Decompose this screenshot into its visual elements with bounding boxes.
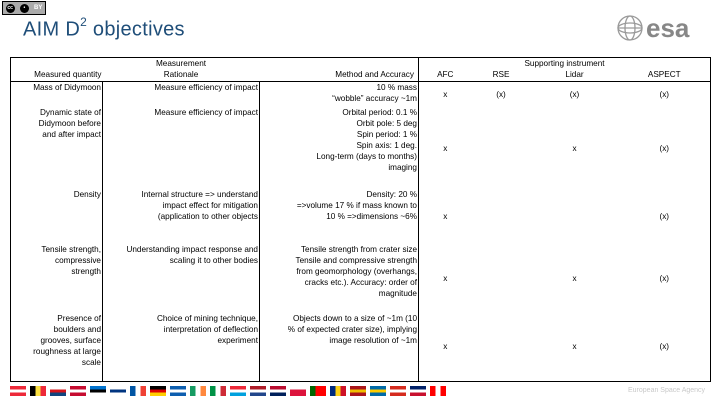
row-method: Objects down to a size of ~1m (10 % of expected crater size), implying image resolution of ~1m [260, 313, 419, 381]
row-quantity: Presence of boulders and grooves, surface roughness at large scale [11, 313, 103, 381]
row-aspect: (x) [619, 313, 711, 381]
flag-poland-icon [290, 386, 306, 396]
flag-norway-icon [270, 386, 286, 396]
flag-denmark-icon [70, 386, 86, 396]
row-afc: x [443, 143, 448, 153]
measurement-group-header: Measurement [103, 58, 260, 70]
objectives-table [10, 57, 711, 382]
cc-by-badge [2, 1, 46, 15]
row-method: Tensile strength from crater size Tensile and compressive strength from geomorphology (overhangs, cracks etc.). Accuracy: order of magnitude [260, 244, 419, 313]
row-method: Density: 20 % =>volume 17 % if mass known to 10 % =>dimensions ~6% [260, 189, 419, 244]
row-lidar: x [572, 143, 577, 153]
by-person-icon: • [20, 4, 29, 13]
flag-portugal-icon [310, 386, 326, 396]
row-quantity: Dynamic state of Didymoon before and after impact [11, 107, 103, 189]
esa-logo-icon [612, 10, 712, 46]
supporting-group-header: Supporting instrument [472, 58, 619, 70]
flag-luxembourg-icon [230, 386, 246, 396]
row-rse [472, 313, 531, 381]
flag-germany-icon [150, 386, 166, 396]
flag-romania-icon [330, 386, 346, 396]
row-aspect: (x) [619, 107, 711, 189]
flag-czech-icon [50, 386, 66, 396]
flag-spain-icon [350, 386, 366, 396]
row-afc: x [443, 212, 448, 222]
esa-logo-text: esa [646, 13, 690, 43]
row-rationale: Measure efficiency of impact [103, 81, 260, 107]
row-lidar [531, 189, 619, 244]
header-rse: RSE [472, 69, 531, 81]
page-title [23, 17, 185, 42]
flag-estonia-icon [90, 386, 106, 396]
row-rse: (x) [496, 89, 506, 99]
by-label: BY [34, 5, 43, 11]
flag-belgium-icon [30, 386, 46, 396]
header-rationale: Rationale [103, 69, 260, 81]
cc-icon: cc [7, 5, 13, 11]
flag-sweden-icon [370, 386, 386, 396]
row-quantity: Tensile strength, compressive strength [11, 244, 103, 313]
flag-ireland-icon [190, 386, 206, 396]
row-rationale: Measure efficiency of impact [103, 107, 260, 189]
row-rse [472, 189, 531, 244]
flag-greece-icon [170, 386, 186, 396]
title-main: AIM D [23, 18, 81, 41]
table-row [11, 107, 711, 189]
flag-austria-icon [10, 386, 26, 396]
header-lidar: Lidar [531, 69, 619, 81]
row-rationale: Understanding impact response and scaling it to other bodies [103, 244, 260, 313]
row-rse [472, 244, 531, 313]
row-afc: x [419, 313, 472, 381]
flag-canada-icon [430, 386, 446, 396]
row-aspect: (x) [619, 189, 711, 244]
row-rse [472, 107, 531, 189]
row-lidar: x [572, 274, 577, 284]
row-lidar: (x) [569, 89, 580, 99]
row-aspect: (x) [619, 244, 711, 313]
row-afc: x [443, 274, 448, 284]
header-method: Method and Accuracy [260, 69, 419, 81]
row-quantity: Density [11, 189, 103, 244]
header-aspect: ASPECT [619, 69, 711, 81]
row-afc: x [443, 89, 448, 99]
footer-agency: European Space Agency [628, 387, 706, 394]
table-row [11, 189, 711, 244]
flag-finland-icon [110, 386, 126, 396]
flag-switzerland-icon [390, 386, 406, 396]
row-lidar: x [531, 313, 619, 381]
row-method: 10 % mass “wobble” accuracy ~1m [260, 81, 419, 107]
table-row [11, 244, 711, 313]
row-method: Orbital period: 0.1 % Orbit pole: 5 deg Spin period: 1 % Spin axis: 1 deg. Long-term (days to months) imaging [260, 107, 419, 189]
flag-netherlands-icon [250, 386, 266, 396]
table-row [11, 313, 711, 381]
row-aspect: (x) [619, 81, 711, 107]
header-quantity: Measured quantity [11, 69, 103, 81]
title-rest: objectives [87, 18, 185, 41]
flag-italy-icon [210, 386, 226, 396]
row-rationale: Choice of mining technique, interpretation of deflection experiment [103, 313, 260, 381]
row-rationale: Internal structure => understand impact effect for mitigation (application to other objects [103, 189, 260, 244]
header-afc: AFC [419, 69, 472, 81]
flag-france-icon [130, 386, 146, 396]
flag-uk-icon [410, 386, 426, 396]
member-state-flags [10, 386, 446, 398]
table-row [11, 81, 711, 107]
row-quantity: Mass of Didymoon [11, 81, 103, 107]
title-superscript: 2 [80, 15, 88, 29]
